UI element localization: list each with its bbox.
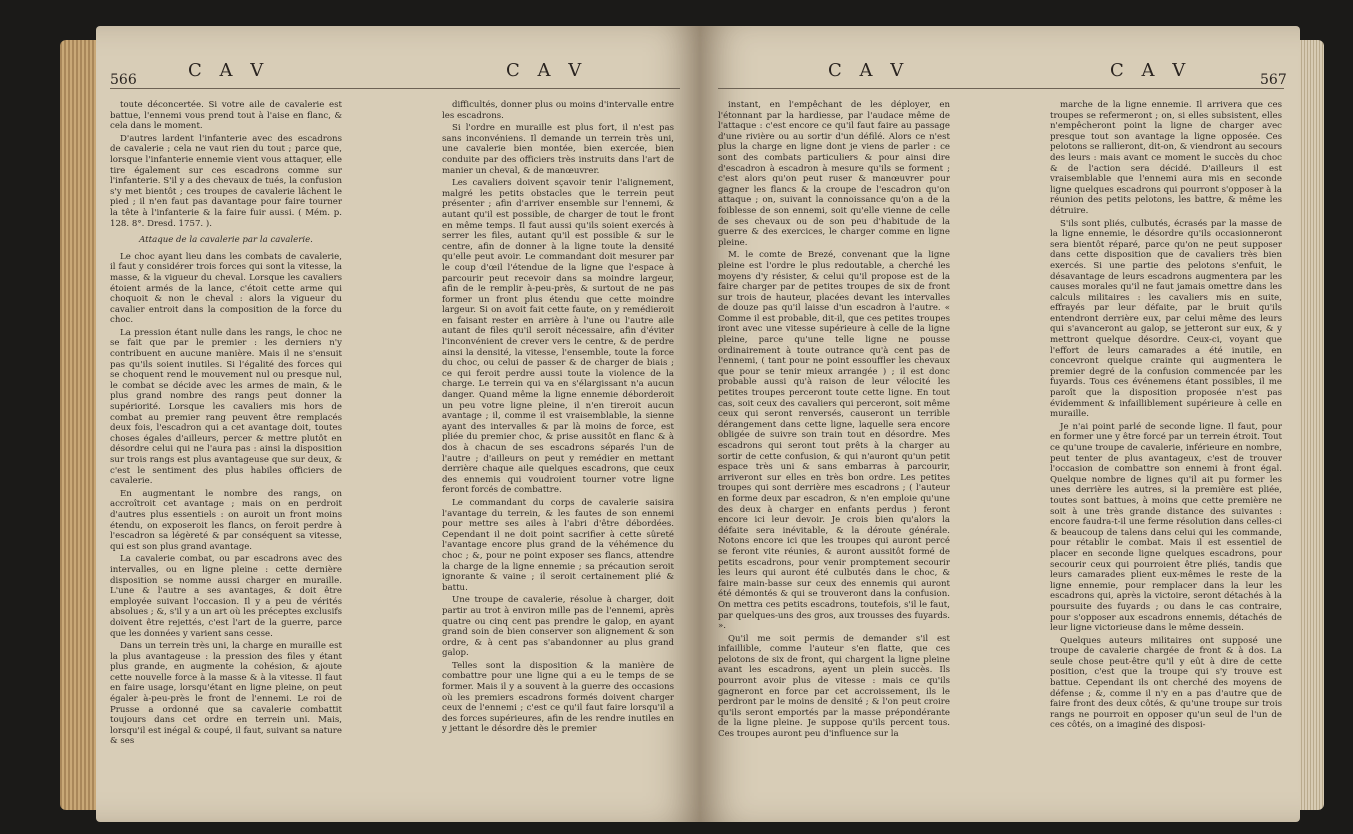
header-rule-left xyxy=(110,88,680,89)
paragraph: Si l'ordre en muraille est plus fort, il n'est pas sans inconvéniens. Il demande un terrein très uni, une cavalerie bien montée, bien exercée, bien conduite par des officiers très instruits dans l'art de manier un cheval, & de manœuvrer. xyxy=(442,123,674,176)
paragraph: Les cavaliers doivent sçavoir tenir l'alignement, malgré les petits obstacles que le terrein peut présenter ; afin d'arriver ensemble sur l'ennemi, & autant qu'il est possible, de charger de tout le front en même temps. Il faut aussi qu'ils soient exercés à serrer les files, autant qu'il est possible & sur le centre, afin de donner à la ligne toute la densité qu'elle peut avoir. Le commandant doit mesurer par le coup d'œil l'étendue de la ligne que l'espace à parcourir peut recevoir dans sa moindre largeur, afin de le remplir à-peu-près, & surtout de ne pas former un front plus étendu que cette moindre largeur. Si on avoit fait cette faute, on y remédieroit en faisant rester en arrière à l'une ou l'autre aile autant de files qu'il seroit nécessaire, afin d'éviter l'inconvénient de crever vers le centre, & de perdre ainsi la densité, la vitesse, l'ensemble, toute la force du choc, ou celui de passer & de charger de biais ; ce qui feroit perdre aussi toute la violence de la charge. Le terrein qui va en s'élargissant n'a aucun danger. Quand même la ligne ennemie déborderoit un peu votre ligne pleine, il n'en tireroit aucun avantage ; il, comme il est vraisemblable, la sienne ayant des intervalles & par là moins de force, est pliée du premier choc, & prise aussitôt en flanc & à dos à chacun de ses escadrons séparés l'un de l'autre ; d'ailleurs on peut y remédier en mettant derrière chaque aile quelques escadrons, que ceux des ennemis qui voudroient tourner votre ligne feront forcés de combattre. xyxy=(442,178,674,496)
left-page-column-2 xyxy=(442,100,674,822)
paragraph: Telles sont la disposition & la manière de combattre pour une ligne qui a eu le temps de se former. Mais il y a souvent à la guerre des occasions où les premiers escadrons formés doivent charger ceux de l'ennemi ; c'est ce qu'il faut faire lorsqu'il a des forces supérieures, afin de les rendre inutiles en y jettant le désordre dès le premier xyxy=(442,660,674,735)
paragraph: D'autres lardent l'infanterie avec des escadrons de cavalerie ; cela ne vaut rien du tout ; parce que, lorsque l'infanterie ennemie vient vous attaquer, elle tire également sur ces escadrons comme sur l'infanterie. S'il y a des chevaux de tués, la confusion s'y met bientôt ; ces troupes de cavalerie lâchent le pied ; il n'en faut pas davantage pour faire tourner la tête à l'infanterie & la faire fuir aussi. ( Mém. p. 128. 8°. Dresd. 1757. ). xyxy=(110,133,342,229)
paragraph: Une troupe de cavalerie, résolue à charger, doit partir au trot à environ mille pas de l'ennemi, après quatre ou cinq cent pas prendre le galop, en ayant grand soin de bien conserver son alignement & son ordre, & à cent pas s'abandonner au plus grand galop. xyxy=(442,595,674,659)
paragraph: M. le comte de Brezé, convenant que la ligne pleine est l'ordre le plus redoutable, a cherché les moyens d'y résister, & celui qu'il propose est de la faire charger par de petites troupes de six de front sur trois de hauteur, placées devant les intervalles de douze pas qu'il laisse d'un escadron à l'autre. « Comme il est probable, dit-il, que ces petites troupes iront avec une vitesse supérieure à celle de la ligne pleine, parce qu'une telle ligne ne pousse ordinairement à toute outrance qu'à cent pas de l'ennemi, ( tant pour ne point essouffler les chevaux que pour se tenir mieux arrangée ) ; il est donc probable aussi qu'à raison de leur vélocité les petites troupes perceront toute cette ligne. En tout cas, soit ceux des cavaliers qui perceront, soit même ceux qui seront renversés, causeront un terrible dérangement dans cette ligne, laquelle sera encore obligée de suivre son train tout en désordre. Mes escadrons qui seront tout prêts à la charger au sortir de cette confusion, & qui n'auront qu'un petit espace très uni & sans embarras à parcourir, arriveront sur elles en très bon ordre. Les petites troupes qui sont derrière mes escadrons ; ( l'auteur en forme deux par escadron, & n'en emploie qu'une des deux à charger en enfants perdus ) feront encore ici leur devoir. Je crois bien qu'alors la défaite sera inévitable, & la déroute générale. Notons encore ici que les troupes qui auront percé se feront vite réunies, & auront aussitôt formé de petits escadrons, pour venir promptement secourir les leurs qui auront été culbutés dans le choc, & faire main-basse sur ceux des ennemis qui auront été démontés & qui se trouveront dans la confusion. On mettra ces petits escadrons, toutefois, s'il le faut, par quelques-uns des gros, aux trousses des fuyards. ». xyxy=(718,250,950,632)
paragraph: toute déconcertée. Si votre aile de cavalerie est battue, l'ennemi vous prend tout à l'aise en flanc, & cela dans le moment. xyxy=(110,100,342,132)
paragraph: Je n'ai point parlé de seconde ligne. Il faut, pour en former une y être forcé par un terrein étroit. Tout ce qu'une troupe de cavalerie, inférieure en nombre, peut tenter de plus avantageux, c'est de trouver l'occasion de combattre son ennemi à front égal. Quelque nombre de lignes qu'il ait pu former les unes derrière les autres, si la première est pliée, toutes sont battues, à moins que cette première ne soit à une très grande distance des suivantes : encore faudra-t-il une ferme résolution dans celles-ci & beaucoup de talens dans celui qui les commande, pour rétablir le combat. Mais il est essentiel de placer en seconde ligne quelques escadrons, pour secourir ceux qui pourroient être pliés, tandis que leurs camarades plient eux-mêmes le reste de la ligne ennemie, pour remplacer dans la leur les escadrons qui, après la victoire, seront détachés à la poursuite des fuyards ; ou dans le cas contraire, pour s'opposer aux escadrons ennemis, détachés de leur ligne victorieuse dans le même dessein. xyxy=(1050,421,1282,634)
paragraph: instant, en l'empêchant de les déployer, en l'étonnant par la hardiesse, par l'audace même de l'attaque : c'est encore ce qu'il faut faire au passage d'une rivière ou au sortir d'un défilé. Alors ce n'est plus la charge en ligne dont je viens de parler : ce sont des combats particuliers & pour ainsi dire d'escadron à escadron à mesure qu'ils se forment ; c'est alors qu'on peut ruser & manœuvrer pour gagner les flancs & la croupe de l'escadron qu'on attaque ; on, suivant la connoissance qu'on a de la foiblesse de son ennemi, soit qu'elle vienne de celle de ses chevaux ou de son peu d'habitude de la guerre & des exercices, le charger comme en ligne pleine. xyxy=(718,100,950,248)
left-page-column-1 xyxy=(110,100,342,822)
paragraph: Attaque de la cavalerie par la cavalerie. xyxy=(139,235,313,246)
right-page-column-1 xyxy=(718,100,950,822)
paragraph: marche de la ligne ennemie. Il arrivera que ces troupes se refermeront ; on, si elles subsistent, elles n'empêcheront point la ligne de charger avec presque tout son avantage la ligne opposée. Ces pelotons se rallieront, dit-on, & viendront au secours des leurs : mais avant ce moment le succès du choc & de l'action sera décidé. D'ailleurs il est vraisemblable que l'ennemi aura mis en seconde ligne quelques escadrons qui pourront s'opposer à la réunion des petits pelotons, les battre, & même les détruire. xyxy=(1050,100,1282,216)
right-page-column-2 xyxy=(1050,100,1282,822)
page-edges-left xyxy=(60,40,100,810)
paragraph: En augmentant le nombre des rangs, on accroîtroit cet avantage ; mais on en perdroit d'autres plus essentiels : on auroit un front moins étendu, on exposeroit les flancs, on feroit perdre à l'escadron sa légèreté & par conséquent sa vitesse, qui est son plus grand avantage. xyxy=(110,488,342,552)
paragraph: Le choc ayant lieu dans les combats de cavalerie, il faut y considérer trois forces qui sont la vitesse, la masse, & la vigueur du cheval. Lorsque les cavaliers étoient armés de la lance, c'étoit cette arme qui choquoit & non le cheval : alors la vigueur du cavalier entroit dans la composition de la force du choc. xyxy=(110,251,342,326)
paragraph: Quelques auteurs militaires ont supposé une troupe de cavalerie chargée de front & à dos. La seule chose peut-être qu'il y eût à dire de cette position, c'est que la troupe qui s'y trouve est battue. Cependant ils ont cherché des moyens de défense ; &, comme il n'y en a pas d'autre que de faire front des deux côtés, & qu'une troupe sur trois rangs ne pourroit en opposer qu'un seul de l'un de ces côtés, on a imaginé des disposi- xyxy=(1050,635,1282,731)
running-head-left-a: C A V xyxy=(188,60,270,81)
page-edges-right xyxy=(1296,40,1324,810)
paragraph: Dans un terrein très uni, la charge en muraille est la plus avantageuse : la pression des files y étant plus grande, en augmente la cohésion, & ajoute cette nouvelle force à la masse & à la vitesse. Il faut en faire usage, lorsqu'étant en ligne pleine, on peut égaler à-peu-près le front de l'ennemi. Le roi de Prusse a ordonné que sa cavalerie combattit toujours dans cet ordre en terrein uni. Mais, lorsqu'il est inégal & coupé, il faut, suivant sa nature & ses xyxy=(110,641,342,747)
running-head-right-a: C A V xyxy=(828,60,910,81)
paragraph: Le commandant du corps de cavalerie saisira l'avantage du terrein, & les fautes de son ennemi pour mettre ses ailes à l'abri d'être débordées. Cependant il ne doit point sacrifier à cette sûreté l'avantage encore plus grand de la véhémence du choc ; &, pour ne point exposer ses flancs, attendre la charge de la ligne ennemie ; sa précaution seroit ignorante & vaine ; il seroit certainement plié & battu. xyxy=(442,497,674,593)
page-number-left: 566 xyxy=(110,72,137,88)
left-page xyxy=(96,26,700,822)
header-rule-right xyxy=(718,88,1284,89)
right-page xyxy=(700,26,1300,822)
paragraph: S'ils sont pliés, culbutés, écrasés par la masse de la ligne ennemie, le désordre qu'ils occasionneront sera bientôt réparé, parce qu'on ne peut supposer dans cette disposition que de cavaliers très bien exercés. Si une partie des pelotons s'enfuit, le désavantage de leurs escadrons augmentera par les causes morales qu'il ne faut jamais omettre dans les calculs militaires : les cavaliers mis en suite, effrayés par leur défaite, par le bruit qu'ils entendront derrière eux, par celui même des leurs qui s'avanceront au galop, se jetteront sur eux, & y mettront quelque désordre. Ceux-ci, voyant que l'effort de leurs camarades a été inutile, en concevront quelque crainte qui augmentera le premier degré de la confusion commencée par les fuyards. Tous ces événemens étant possibles, il me paroît que la disposition proposée n'est pas évidemment & infailliblement supérieure à celle en muraille. xyxy=(1050,218,1282,420)
paragraph: La cavalerie combat, ou par escadrons avec des intervalles, ou en ligne pleine : cette dernière disposition se nomme aussi charger en muraille. L'une & l'autre a ses avantages, & doit être employée suivant l'occasion. Il y a peu de vérités absolues ; &, s'il y a un art où les préceptes exclusifs doivent être rejettés, c'est l'art de la guerre, parce que les données y varient sans cesse. xyxy=(110,554,342,639)
running-head-right-b: C A V xyxy=(1110,60,1192,81)
page-number-right: 567 xyxy=(1260,72,1287,88)
running-head-left-b: C A V xyxy=(506,60,588,81)
paragraph: Qu'il me soit permis de demander s'il est infaillible, comme l'auteur s'en flatte, que ces pelotons de six de front, qui chargent la ligne pleine avant les escadrons, ayent un plein succès. Ils pourront avoir plus de vitesse : mais ce qu'ils gagneront en force par cet accroissement, ils le perdront par le moins de densité ; & l'on peut croire qu'ils seront emportés par la masse prépondérante de la ligne pleine. Je suppose qu'ils percent tous. Ces troupes auront peu d'influence sur la xyxy=(718,633,950,740)
paragraph: difficultés, donner plus ou moins d'intervalle entre les escadrons. xyxy=(442,100,674,121)
paragraph: La pression étant nulle dans les rangs, le choc ne se fait que par le premier : les derniers n'y contribuent en aucune manière. Mais il ne s'ensuit pas qu'ils soient inutiles. Si l'égalité des forces qui se choquent rend le mouvement nul ou presque nul, le combat se décide avec les armes de main, & le plus grand nombre des rangs peut donner la supériorité. Lorsque les cavaliers mis hors de combat au premier rang peuvent être remplacés deux fois, l'escadron qui a cet avantage doit, toutes choses égales d'ailleurs, percer & mettre plutôt en désordre celui qui ne l'aura pas : ainsi la disposition sur trois rangs est plus avantageuse que sur deux, & c'est le sentiment des plus habiles officiers de cavalerie. xyxy=(110,327,342,487)
